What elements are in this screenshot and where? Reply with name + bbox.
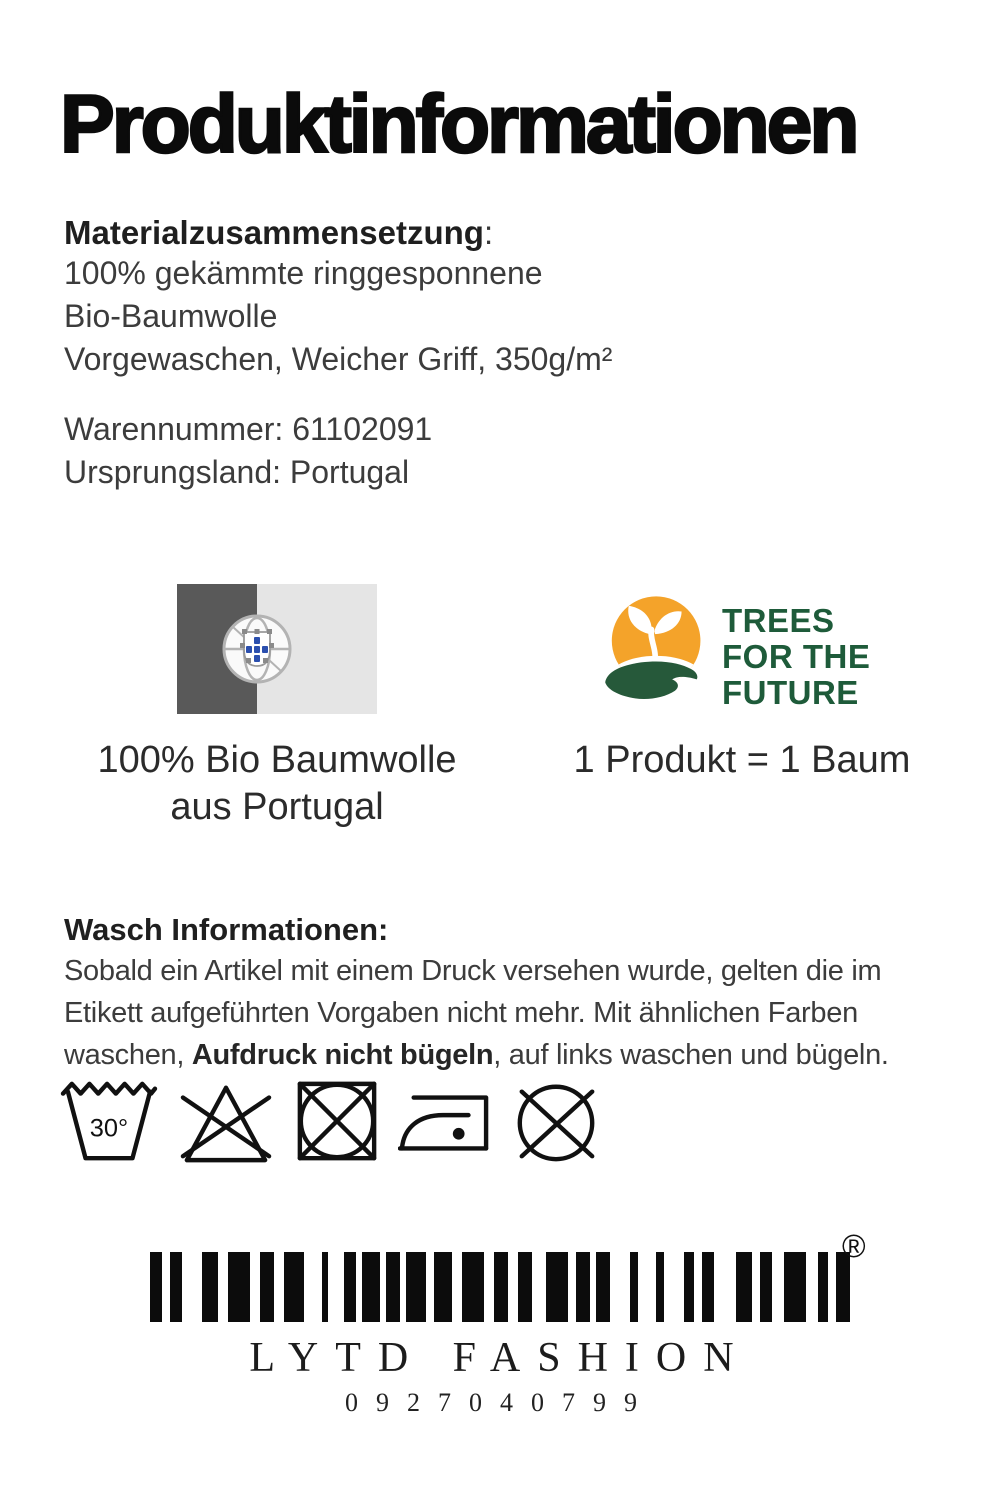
material-line: 100% gekämmte ringgesponnene [64,255,543,291]
wash-line: Etikett aufgeführten Vorgaben nicht mehr. Mit ähnlichen Farben [64,997,858,1029]
do-not-dry-clean-icon [510,1076,602,1166]
material-heading [64,214,493,252]
trees-logo-line: FOR THE [722,638,871,675]
material-heading-colon: : [483,214,494,251]
portugal-flag-icon [177,584,377,714]
material-heading-text: Materialzusammensetzung [64,214,484,251]
care-symbols-row [60,1076,602,1166]
wash-temp-label: 30° [89,1114,129,1143]
wash-line3-post: , auf links waschen und bügeln. [493,1039,889,1071]
trees-logo-wordmark [722,603,870,711]
trees-logo-line: TREES [722,602,835,639]
article-number: Warennummer: 61102091 [64,411,433,447]
trees-for-the-future-logo-icon [592,590,724,716]
country-of-origin: Ursprungsland: Portugal [64,454,410,490]
wash-line: Sobald ein Artikel mit einem Druck versehen wurde, gelten die im [64,955,882,987]
origin-caption-line1: 100% Bio Baumwolle [97,739,457,781]
material-line: Vorgewaschen, Weicher Griff, 350g/m² [64,341,613,377]
wash-info-paragraph [64,950,889,1076]
brand-name: LYTD FASHION [249,1335,751,1381]
do-not-tumble-dry-icon [294,1076,380,1166]
wash-30-icon [60,1076,158,1166]
material-line: Bio-Baumwolle [64,298,278,334]
iron-low-heat-icon [398,1076,492,1166]
do-not-bleach-icon [176,1076,276,1166]
wash-line3-bold: Aufdruck nicht bügeln [191,1039,494,1071]
barcode [150,1252,850,1322]
trees-logo-line: FUTURE [722,674,859,711]
registered-trademark-symbol: ® [842,1228,866,1264]
origin-caption [77,737,477,831]
tree-caption: 1 Produkt = 1 Baum [573,739,911,781]
product-id-lines [64,408,432,494]
material-lines [64,252,612,381]
wash-line [64,1034,889,1076]
wash-info-heading: Wasch Informationen: [64,912,389,947]
page-title: Produktinformationen [60,79,857,170]
origin-caption-line2: aus Portugal [170,786,384,828]
brand-number: 0927040799 [345,1388,655,1417]
wash-line3-pre: waschen, [64,1039,192,1071]
